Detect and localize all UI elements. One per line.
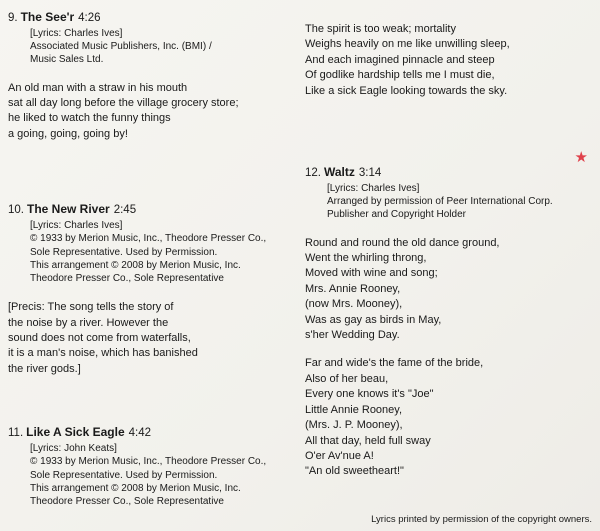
track-title: The See'r (20, 10, 75, 24)
credit-line: Theodore Presser Co., Sole Representative (30, 273, 224, 285)
track-number: 12. (305, 167, 321, 180)
credit-line: © 1933 by Merion Music, Inc., Theodore Presser Co., (30, 233, 267, 245)
credit-line: Publisher and Copyright Holder (327, 209, 466, 221)
lyric-line: a going, going, going by! (8, 127, 128, 140)
left-column (8, 10, 286, 522)
star-icon: ★ (574, 149, 588, 166)
continued-lyrics (305, 22, 597, 99)
lyric-line: s'her Wedding Day. (305, 329, 400, 342)
lyric-line: The spirit is too weak; mortality (305, 23, 456, 35)
track-number: 11. (8, 427, 24, 440)
lyric-line: Like a sick Eagle looking towards the sky. (305, 84, 508, 97)
track-credits (30, 219, 286, 285)
track-heading (305, 165, 597, 181)
track-heading (8, 425, 286, 441)
credit-line: [Lyrics: Charles Ives] (327, 183, 420, 195)
column-spacer (8, 156, 286, 202)
copyright-footer: Lyrics printed by permission of the copyright owners. (371, 514, 592, 525)
lyric-line: Mrs. Annie Rooney, (305, 282, 401, 295)
track-credits (327, 182, 597, 222)
lyric-stanza (305, 356, 597, 479)
lyric-line: Weighs heavily on me like unwilling sleep, (305, 38, 510, 51)
lyric-stanza (305, 236, 597, 344)
track-credits (30, 442, 286, 508)
lyric-line: Every one knows it's "Joe" (305, 388, 434, 401)
precis-line: the noise by a river. However the (8, 316, 169, 329)
lyric-line: All that day, held full sway (305, 434, 431, 447)
credit-line: Associated Music Publishers, Inc. (BMI) / (30, 41, 212, 53)
credit-line: © 1933 by Merion Music, Inc., Theodore Presser Co., (30, 456, 267, 468)
track-heading (8, 202, 286, 218)
lyric-line: sat all day long before the village grocery store; (8, 97, 239, 110)
credit-line: [Lyrics: John Keats] (30, 443, 117, 455)
track-entry-11 (8, 425, 286, 508)
credit-line: [Lyrics: Charles Ives] (30, 220, 123, 232)
precis-line: [Precis: The song tells the story of (8, 301, 174, 314)
credit-line: This arrangement © 2008 by Merion Music, Inc. (30, 482, 241, 494)
track-precis (8, 300, 286, 377)
lyric-line: O'er Av'nue A! (305, 449, 374, 462)
column-spacer (8, 391, 286, 425)
precis-line: the river gods.] (8, 362, 81, 375)
lyric-line: And each imagined pinnacle and steep (305, 53, 495, 66)
precis-line: sound does not come from waterfalls, (8, 332, 191, 345)
lyric-line: Round and round the old dance ground, (305, 236, 500, 249)
lyric-line: Moved with wine and song; (305, 267, 438, 280)
lyric-line: Went the whirling throng, (305, 252, 427, 265)
lyric-line: he liked to watch the funny things (8, 112, 171, 125)
column-spacer (305, 99, 597, 145)
lyric-line: Also of her beau, (305, 372, 389, 385)
track-duration: 4:26 (78, 12, 101, 24)
credit-line: Sole Representative. Used by Permission. (30, 469, 218, 481)
track-title: Waltz (324, 165, 355, 180)
lyric-line: Was as gay as birds in May, (305, 313, 442, 326)
track-number: 9. (8, 12, 18, 24)
credit-line: Arranged by permission of Peer International Corp. (327, 196, 553, 208)
track-lyrics (8, 81, 286, 143)
credit-line: Sole Representative. Used by Permission. (30, 246, 218, 258)
credit-line: This arrangement © 2008 by Merion Music, Inc. (30, 259, 241, 271)
track-credits (30, 27, 286, 67)
track-title: The New River (27, 202, 110, 217)
lyric-line: Little Annie Rooney, (305, 403, 403, 416)
lyric-line: "An old sweetheart!" (305, 465, 404, 478)
track-entry-12 (305, 165, 597, 480)
lyric-line: (Mrs. J. P. Mooney), (305, 419, 403, 432)
track-duration: 4:42 (128, 427, 152, 440)
precis-line: it is a man's noise, which has banished (8, 347, 198, 360)
right-column (305, 22, 597, 494)
track-heading (8, 10, 286, 26)
credit-line: Music Sales Ltd. (30, 54, 104, 66)
track-duration: 2:45 (113, 204, 137, 217)
lyric-line: An old man with a straw in his mouth (8, 81, 188, 94)
lyric-line: Far and wide's the fame of the bride, (305, 357, 484, 370)
track-entry-10 (8, 202, 286, 377)
credit-line: Theodore Presser Co., Sole Representative (30, 496, 224, 508)
track-duration: 3:14 (358, 167, 382, 180)
lyric-line: (now Mrs. Mooney), (305, 298, 403, 311)
lyric-line: Of godlike hardship tells me I must die, (305, 69, 495, 82)
track-title: Like A Sick Eagle (26, 425, 125, 440)
track-lyrics (305, 236, 597, 480)
track-number: 10. (8, 204, 24, 217)
credit-line: [Lyrics: Charles Ives] (30, 28, 123, 39)
track-entry-9 (8, 10, 286, 142)
column-spacer (305, 145, 597, 165)
